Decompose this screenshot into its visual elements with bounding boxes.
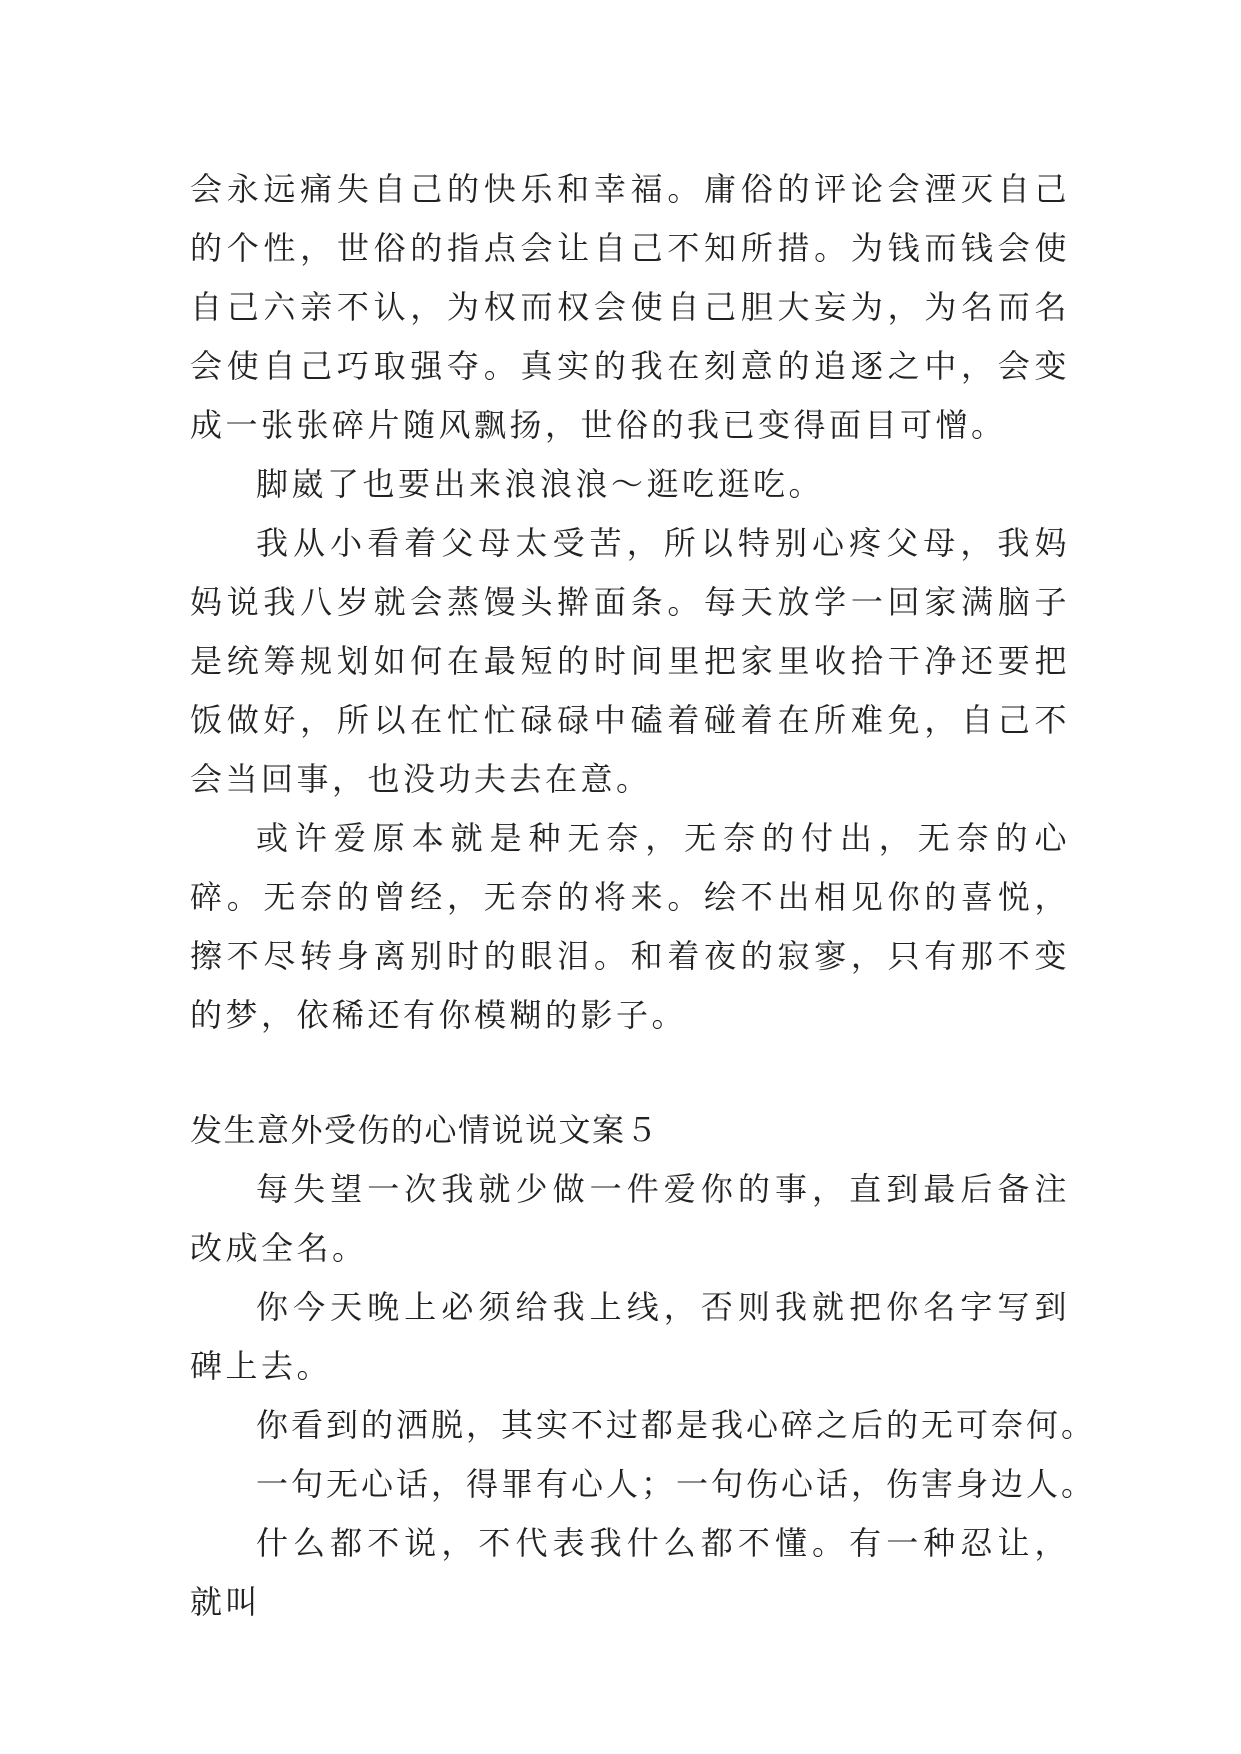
paragraph-8: 一句无心话，得罪有心人；一句伤心话，伤害身边人。	[256, 1465, 1097, 1503]
paragraph-4: 或许爱原本就是种无奈，无奈的付出，无奈的心碎。无奈的曾经，无奈的将来。绘不出相见你的喜悦，擦不尽转身离别时的眼泪。和着夜的寂寥，只有那不变的梦，依稀还有你模糊的影子。	[190, 819, 1070, 1034]
paragraph-3: 我从小看着父母太受苦，所以特别心疼父母，我妈妈说我八岁就会蒸馒头擀面条。每天放学一回家满脑子是统筹规划如何在最短的时间里把家里收拾干净还要把饭做好，所以在忙忙碌碌中磕着碰着在所难免，自己不会当回事，也没功夫去在意。	[190, 524, 1070, 798]
paragraph-9: 什么都不说，不代表我什么都不懂。有一种忍让，就叫	[190, 1524, 1070, 1621]
document-body	[190, 160, 1097, 1632]
paragraph-2: 脚崴了也要出来浪浪浪～逛吃逛吃。	[256, 465, 825, 503]
paragraph-1: 会永远痛失自己的快乐和幸福。庸俗的评论会湮灭自己的个性，世俗的指点会让自己不知所措。为钱而钱会使自己六亲不认，为权而权会使自己胆大妄为，为名而名会使自己巧取强夺。真实的我在刻意的追逐之中，会变成一张张碎片随风飘扬，世俗的我已变得面目可憎。	[190, 170, 1070, 444]
section-title: 发生意外受伤的心情说说文案５	[190, 1111, 660, 1149]
paragraph-7: 你看到的洒脱，其实不过都是我心碎之后的无可奈何。	[256, 1406, 1097, 1444]
paragraph-6: 你今天晚上必须给我上线，否则我就把你名字写到碑上去。	[190, 1288, 1070, 1385]
paragraph-5: 每失望一次我就少做一件爱你的事，直到最后备注改成全名。	[190, 1170, 1070, 1267]
